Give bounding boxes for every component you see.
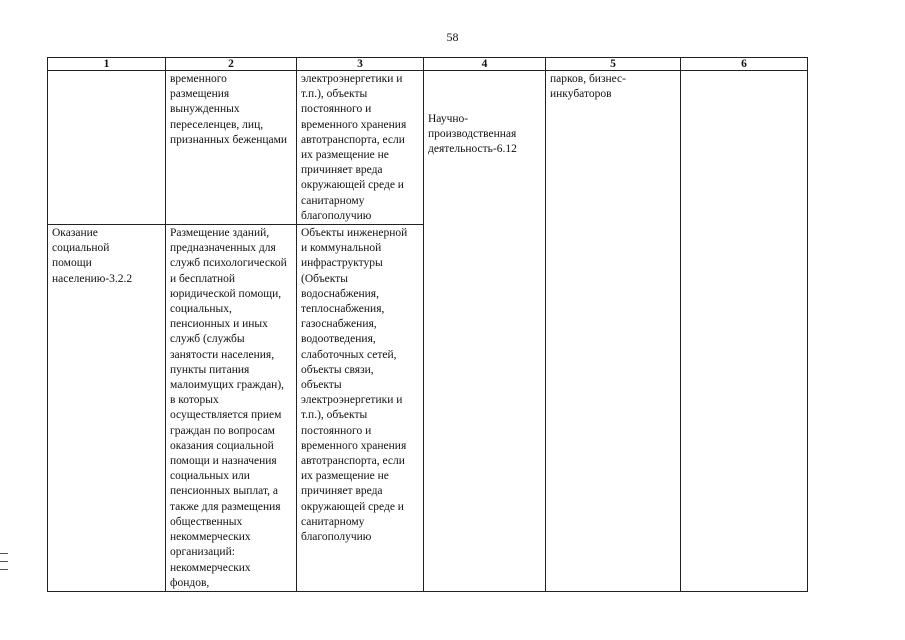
- table-header-row: [48, 58, 808, 71]
- table-cell: [297, 225, 424, 592]
- table-cell: [424, 71, 546, 592]
- cell-text: парков, бизнес- инкубаторов: [550, 73, 626, 101]
- table-cell: [166, 225, 297, 592]
- document-table: [47, 57, 808, 592]
- table-cell: [297, 71, 424, 225]
- table-row: [48, 71, 808, 225]
- cell-text: временного размещения вынужденных переселенцев, лиц, признанных беженцами: [170, 73, 288, 146]
- column-header: 4: [424, 58, 546, 71]
- cell-text: Научно- производственная деятельность-6.12: [428, 113, 517, 156]
- table-cell: [681, 71, 808, 592]
- table-cell: [166, 71, 297, 225]
- column-header: 3: [297, 58, 424, 71]
- column-header: 5: [546, 58, 681, 71]
- cell-text: Объекты инженерной и коммунальной инфраструктуры (Объекты водоснабжения, теплоснабжения, газоснабжения, водоотведения, слаботочных сетей, объекты связи, объекты электроэнергетики и т.п.), объекты постоянного и временного хранения автотранспорта, если их размещение не причиняет вреда окружающей среде и санитарному благополучию: [301, 227, 408, 544]
- column-header: 2: [166, 58, 297, 71]
- cell-text: Размещение зданий, предназначенных для служб психологической и бесплатной юридической помощи, социальных, пенсионных и иных служб (службы занятости населения, пункты питания малоимущих граждан), в которых осуществляется прием граждан по вопросам оказания социальной помощи и назначения социальных или пенсионных выплат, а также для размещения общественных некоммерческих организаций: некоммерческих фондов,: [170, 227, 287, 589]
- column-header: 1: [48, 58, 166, 71]
- cell-text: Оказание социальной помощи населению-3.2.2: [52, 227, 133, 285]
- page-number: 58: [446, 30, 459, 44]
- table-cell: [546, 71, 681, 592]
- cell-text: электроэнергетики и т.п.), объекты постоянного и временного хранения автотранспорта, если их размещение не причиняет вреда окружающей среде и санитарному благополучию: [301, 73, 407, 222]
- table-cell: [48, 71, 166, 225]
- binding-marks: [0, 553, 8, 577]
- table-cell: [48, 225, 166, 592]
- column-header: 6: [681, 58, 808, 71]
